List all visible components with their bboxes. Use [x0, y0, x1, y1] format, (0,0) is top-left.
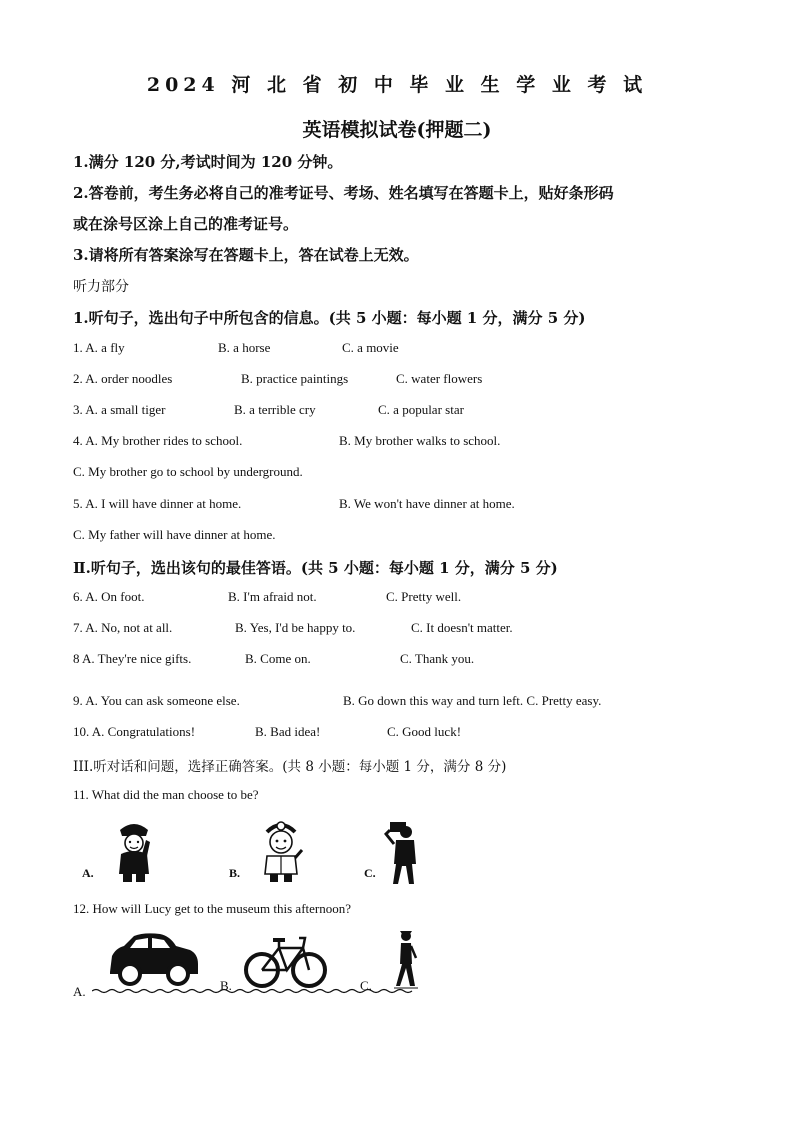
- q5-option-c: C. My father will have dinner at home.: [73, 527, 276, 542]
- exam-subtitle: 英语模拟试卷(押题二): [302, 119, 492, 141]
- q9-option-b: B. Go down this way and turn left. C. Pretty easy.: [343, 693, 602, 708]
- listening-label: 听力部分: [73, 279, 129, 295]
- q11-option-a-label: A.: [82, 866, 94, 880]
- car-picture: [104, 932, 200, 992]
- instruction-2-cont: 或在涂号区涂上自己的准考证号。: [73, 215, 299, 233]
- q6-option-c: C. Pretty well.: [386, 589, 462, 604]
- q9-option-a: 9. A. You can ask someone else.: [73, 693, 240, 708]
- q5-option-a: 5. A. I will have dinner at home.: [73, 496, 242, 511]
- q6-option-a: 6. A. On foot.: [73, 589, 145, 604]
- q3-option-a: 3. A. a small tiger: [73, 402, 166, 417]
- q7-option-a: 7. A. No, not at all.: [73, 620, 173, 635]
- q1-option-a: 1. A. a fly: [73, 340, 125, 355]
- bicycle-picture: [243, 934, 329, 990]
- q10-option-b: B. Bad idea!: [255, 724, 321, 739]
- q2-option-c: C. water flowers: [396, 371, 483, 386]
- q2-option-a: 2. A. order noodles: [73, 371, 173, 386]
- q3-option-b: B. a terrible cry: [234, 402, 316, 417]
- instruction-2: 2.答卷前，考生务必将自己的准考证号、考场、姓名填写在答题卡上，贴好条形码: [73, 184, 614, 202]
- section2-heading: Ⅱ.听句子，选出该句的最佳答语。(共 5 小题：每小题 1 分，满分 5 分): [73, 559, 558, 577]
- q5-option-b: B. We won't have dinner at home.: [339, 496, 515, 511]
- q6-option-b: B. I'm afraid not.: [228, 589, 317, 604]
- q8-option-c: C. Thank you.: [400, 651, 475, 666]
- instruction-3: 3.请将所有答案涂写在答题卡上，答在试卷上无效。: [73, 246, 419, 264]
- section3-heading: III.听对话和问题，选择正确答案。(共 8 小题：每小题 1 分，满分 8 分): [73, 759, 507, 775]
- q12-question: 12. How will Lucy get to the museum this afternoon?: [73, 901, 352, 916]
- q12-option-c-label: C.: [360, 978, 372, 993]
- cameraman-picture: [384, 818, 424, 886]
- doctor-picture: [257, 818, 305, 884]
- instruction-1: 1.满分 120 分,考试时间为 120 分钟。: [73, 153, 343, 171]
- q1-option-b: B. a horse: [218, 340, 271, 355]
- section1-heading: 1.听句子，选出句子中所包含的信息。(共 5 小题：每小题 1 分，满分 5 分): [73, 309, 586, 327]
- q4-option-a: 4. A. My brother rides to school.: [73, 433, 243, 448]
- q10-option-c: C. Good luck!: [387, 724, 462, 739]
- q3-option-c: C. a popular star: [378, 402, 464, 417]
- q7-option-b: B. Yes, I'd be happy to.: [235, 620, 356, 635]
- q12-option-b-label: B.: [220, 978, 232, 993]
- q8-option-a: 8 A. They're nice gifts.: [73, 651, 192, 666]
- q11-option-c-label: C.: [364, 866, 376, 880]
- q4-option-c: C. My brother go to school by underground.: [73, 464, 303, 479]
- q7-option-c: C. It doesn't matter.: [411, 620, 513, 635]
- exam-title: 2024 河 北 省 初 中 毕 业 生 学 业 考 试: [146, 74, 648, 96]
- q10-option-a: 10. A. Congratulations!: [73, 724, 196, 739]
- police-officer-picture: [112, 820, 156, 884]
- q11-question: 11. What did the man choose to be?: [73, 787, 259, 802]
- walking-person-picture: [390, 928, 422, 992]
- q4-option-b: B. My brother walks to school.: [339, 433, 501, 448]
- q12-option-a-label: A.: [73, 984, 86, 999]
- q11-option-b-label: B.: [229, 866, 241, 880]
- q8-option-b: B. Come on.: [245, 651, 311, 666]
- q2-option-b: B. practice paintings: [241, 371, 349, 386]
- q1-option-c: C. a movie: [342, 340, 399, 355]
